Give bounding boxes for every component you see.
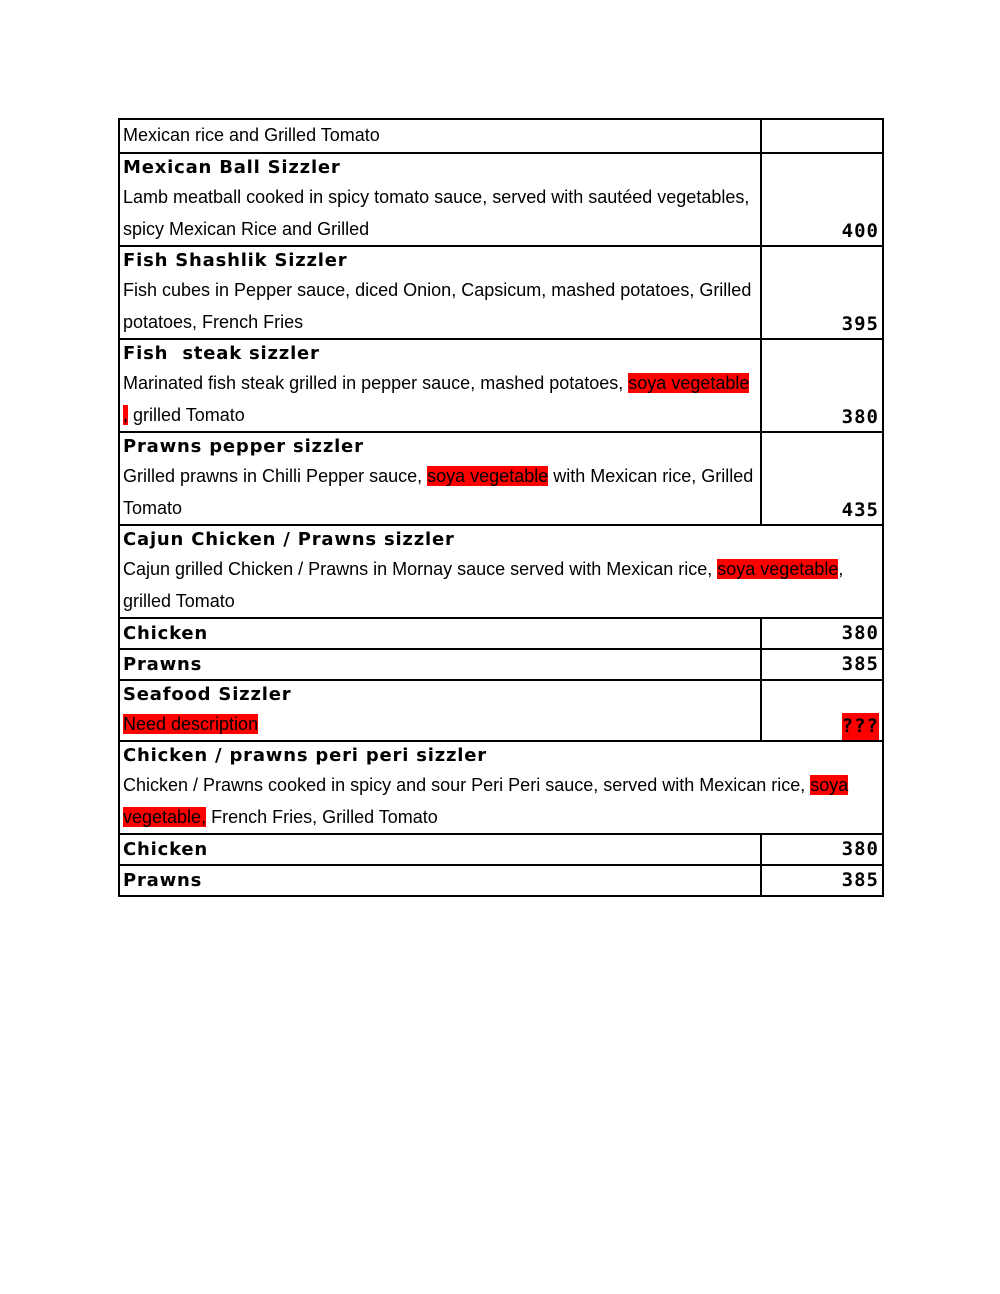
item-description xyxy=(123,553,879,617)
item-description: Lamb meatball cooked in spicy tomato sauce, served with sautéed vegetables, spicy Mexican Rice and Grilled xyxy=(123,187,750,239)
highlighted-text: soya vegetable xyxy=(717,559,839,579)
item-description xyxy=(123,769,879,833)
menu-row xyxy=(119,525,883,618)
item-price: 385 xyxy=(841,653,879,675)
item-title: Fish Shashlik Sizzler xyxy=(123,250,348,271)
description-text: with Mexican rice, Grilled Tomato xyxy=(123,466,754,518)
price-cell xyxy=(761,339,883,432)
item-title: Cajun Chicken / Prawns sizzler xyxy=(123,529,455,550)
menu-row xyxy=(119,339,883,432)
menu-item-cell xyxy=(119,246,761,339)
item-description: Fish cubes in Pepper sauce, diced Onion, Capsicum, mashed potatoes, Grilled potatoes, French Fries xyxy=(123,280,752,332)
menu-item-cell xyxy=(119,339,761,432)
menu-row xyxy=(119,618,883,649)
menu-row xyxy=(119,649,883,680)
price-cell xyxy=(761,865,883,896)
item-description: Mexican rice and Grilled Tomato xyxy=(123,125,380,145)
item-title: Chicken / prawns peri peri sizzler xyxy=(123,745,487,766)
menu-row xyxy=(119,741,883,834)
description-text: Chicken / Prawns cooked in spicy and sour Peri Peri sauce, served with Mexican rice, xyxy=(123,775,811,795)
menu-item-cell xyxy=(119,618,761,649)
price-cell xyxy=(761,618,883,649)
price-cell xyxy=(761,246,883,339)
description-text: Marinated fish steak grilled in pepper sauce, mashed potatoes, xyxy=(123,373,629,393)
description-text: Cajun grilled Chicken / Prawns in Mornay sauce served with Mexican rice, xyxy=(123,559,718,579)
item-title: Prawns xyxy=(123,654,203,675)
item-title: Fish steak sizzler xyxy=(123,343,320,364)
description-text: , grilled Tomato xyxy=(123,559,844,611)
description-text: French Fries, Grilled Tomato xyxy=(206,807,438,827)
item-price: 380 xyxy=(841,838,879,860)
menu-item-cell xyxy=(119,153,761,246)
item-title: Chicken xyxy=(123,839,208,860)
price-cell xyxy=(761,649,883,680)
item-title: Mexican Ball Sizzler xyxy=(123,157,341,178)
item-price: 400 xyxy=(841,220,879,242)
menu-item-cell xyxy=(119,834,761,865)
menu-item-cell xyxy=(119,680,761,741)
menu-row xyxy=(119,153,883,246)
menu-item-cell xyxy=(119,525,883,618)
highlighted-text: soya vegetable , xyxy=(123,373,750,425)
price-cell xyxy=(761,680,883,741)
menu-row xyxy=(119,119,883,153)
description-text: grilled Tomato xyxy=(128,405,245,425)
menu-row xyxy=(119,834,883,865)
item-title: Chicken xyxy=(123,623,208,644)
item-price: ??? xyxy=(842,713,879,740)
item-price: 385 xyxy=(841,869,879,891)
item-description xyxy=(123,708,757,740)
item-price: 435 xyxy=(841,499,879,521)
price-cell xyxy=(761,119,883,153)
item-title: Prawns pepper sizzler xyxy=(123,436,364,457)
price-cell xyxy=(761,153,883,246)
item-price: 380 xyxy=(841,622,879,644)
description-text: Grilled prawns in Chilli Pepper sauce, xyxy=(123,466,428,486)
price-cell xyxy=(761,834,883,865)
menu-row xyxy=(119,680,883,741)
menu-item-cell xyxy=(119,119,761,153)
item-price: 395 xyxy=(841,313,879,335)
highlighted-text: soya vegetable, xyxy=(123,775,849,827)
item-description xyxy=(123,460,757,524)
highlighted-text: soya vegetable xyxy=(427,466,549,486)
menu-item-cell xyxy=(119,432,761,525)
menu-item-cell xyxy=(119,741,883,834)
menu-row xyxy=(119,246,883,339)
item-description xyxy=(123,367,757,431)
menu-table xyxy=(118,118,884,897)
item-title: Seafood Sizzler xyxy=(123,684,292,705)
menu-item-cell xyxy=(119,649,761,680)
menu-row xyxy=(119,865,883,896)
menu-item-cell xyxy=(119,865,761,896)
item-price: 380 xyxy=(841,406,879,428)
price-cell xyxy=(761,432,883,525)
item-title: Prawns xyxy=(123,870,203,891)
highlighted-text: Need description xyxy=(123,714,259,734)
menu-row xyxy=(119,432,883,525)
